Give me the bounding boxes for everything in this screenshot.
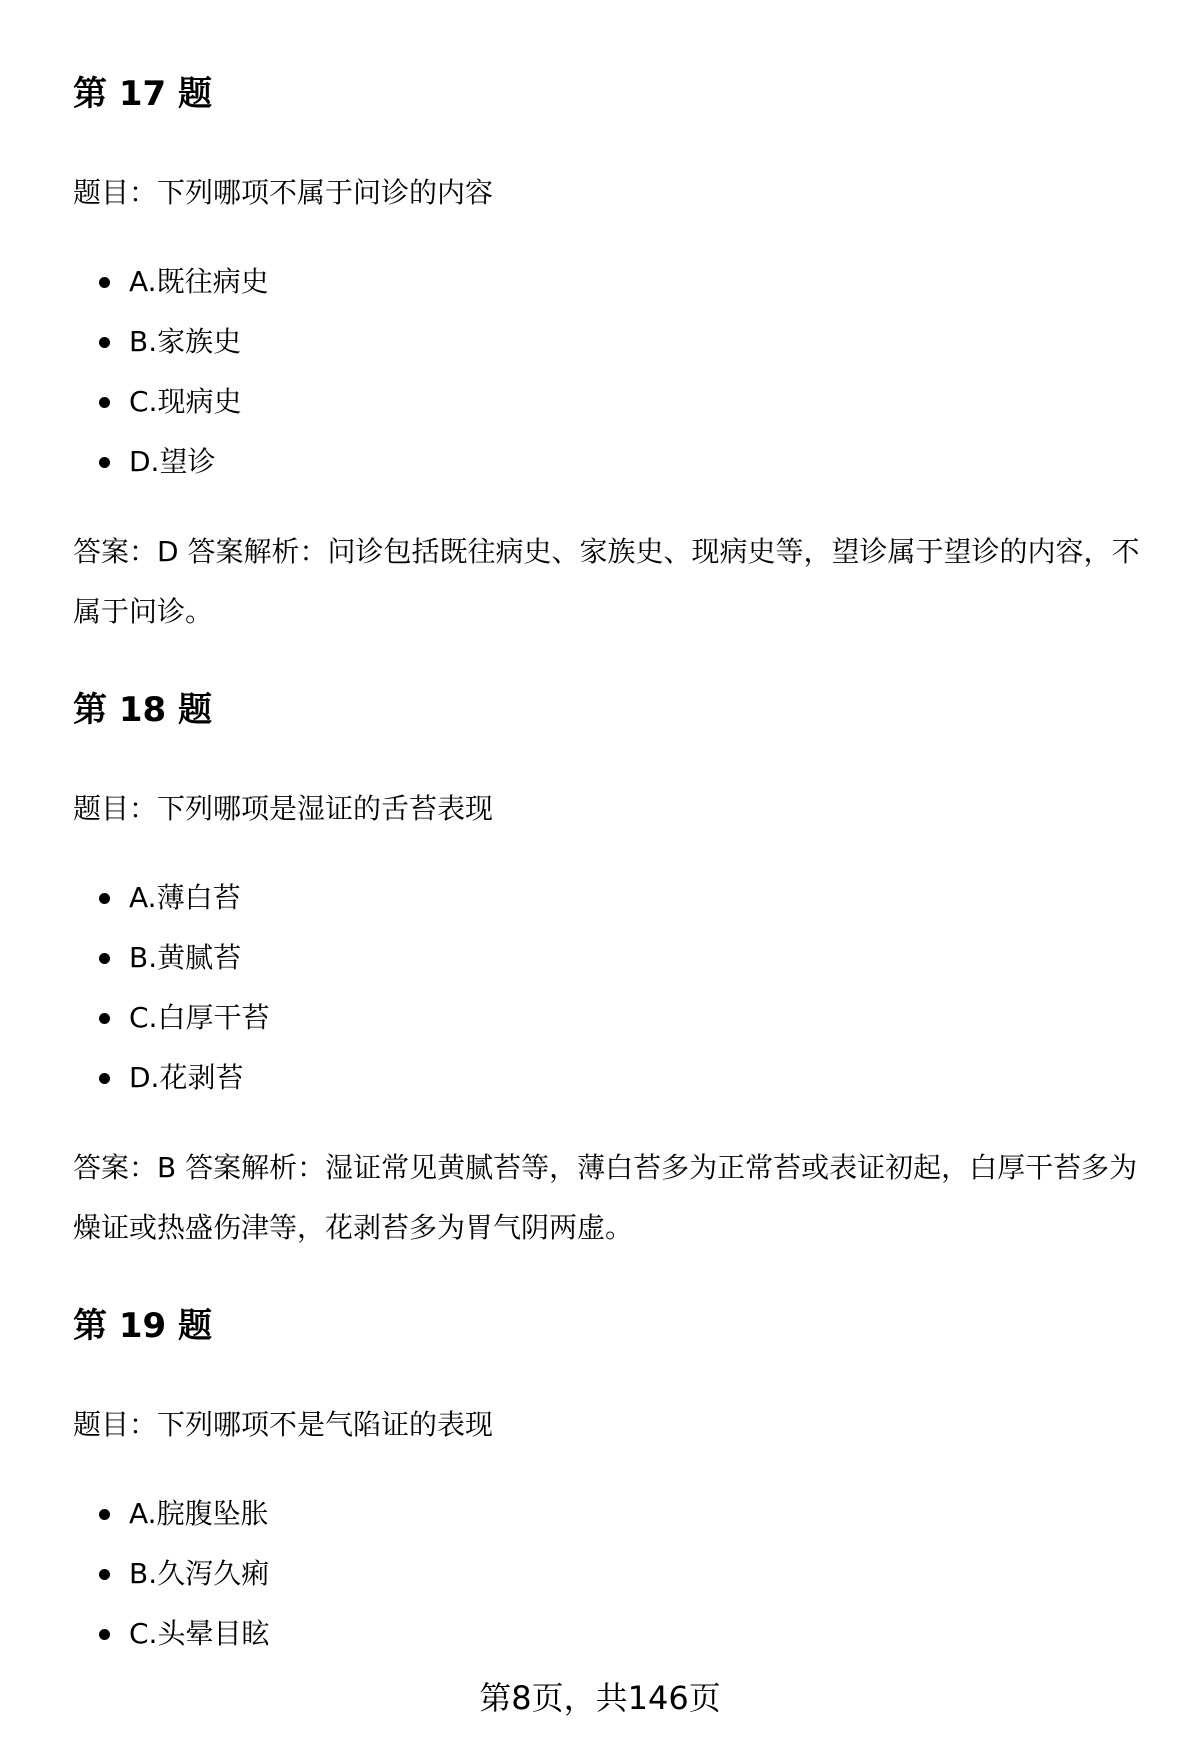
question-title: 第 19 题	[73, 1306, 212, 1346]
question-stem: 题目：下列哪项不是气陷证的表现	[73, 1408, 494, 1441]
question-stem: 题目：下列哪项是湿证的舌苔表现	[73, 792, 494, 825]
option-item	[73, 938, 269, 998]
question-title: 第 17 题	[73, 74, 212, 114]
bullet-icon	[99, 893, 110, 904]
bullet-icon	[99, 277, 110, 288]
option-text: B.久泻久痢	[129, 1557, 270, 1590]
option-item	[73, 382, 269, 442]
option-text: C.头晕目眩	[129, 1617, 270, 1650]
option-text: B.家族史	[129, 325, 242, 358]
bullet-icon	[99, 337, 110, 348]
option-item	[73, 1554, 269, 1614]
page-number-footer: 第8页，共146页	[479, 1679, 721, 1717]
question-title: 第 18 题	[73, 690, 212, 730]
option-item	[73, 442, 269, 502]
option-text: D.花剥苔	[129, 1061, 244, 1094]
option-item	[73, 1494, 269, 1554]
bullet-icon	[99, 397, 110, 408]
bullet-icon	[99, 953, 110, 964]
bullet-icon	[99, 1509, 110, 1520]
bullet-icon	[99, 1629, 110, 1640]
option-list	[73, 1494, 269, 1674]
option-item	[73, 322, 269, 382]
bullet-icon	[99, 457, 110, 468]
bullet-icon	[99, 1073, 110, 1084]
option-text: C.现病史	[129, 385, 242, 418]
option-item	[73, 878, 269, 938]
option-item	[73, 1614, 269, 1674]
bullet-icon	[99, 1013, 110, 1024]
option-text: A.薄白苔	[129, 881, 241, 914]
option-text: B.黄腻苔	[129, 941, 242, 974]
answer-explanation: 答案：D 答案解析：问诊包括既往病史、家族史、现病史等，望诊属于望诊的内容，不属于问诊。	[73, 535, 1140, 628]
question-stem: 题目：下列哪项不属于问诊的内容	[73, 176, 494, 209]
option-list	[73, 878, 269, 1118]
option-text: A.既往病史	[129, 265, 269, 298]
option-list	[73, 262, 269, 502]
option-item	[73, 998, 269, 1058]
bullet-icon	[99, 1569, 110, 1580]
option-text: D.望诊	[129, 445, 216, 478]
answer-explanation: 答案：B 答案解析：湿证常见黄腻苔等，薄白苔多为正常苔或表证初起，白厚干苔多为燥证或热盛伤津等，花剥苔多为胃气阴两虚。	[73, 1151, 1138, 1244]
option-text: A.脘腹坠胀	[129, 1497, 269, 1530]
option-item	[73, 262, 269, 322]
option-text: C.白厚干苔	[129, 1001, 270, 1034]
option-item	[73, 1058, 269, 1118]
